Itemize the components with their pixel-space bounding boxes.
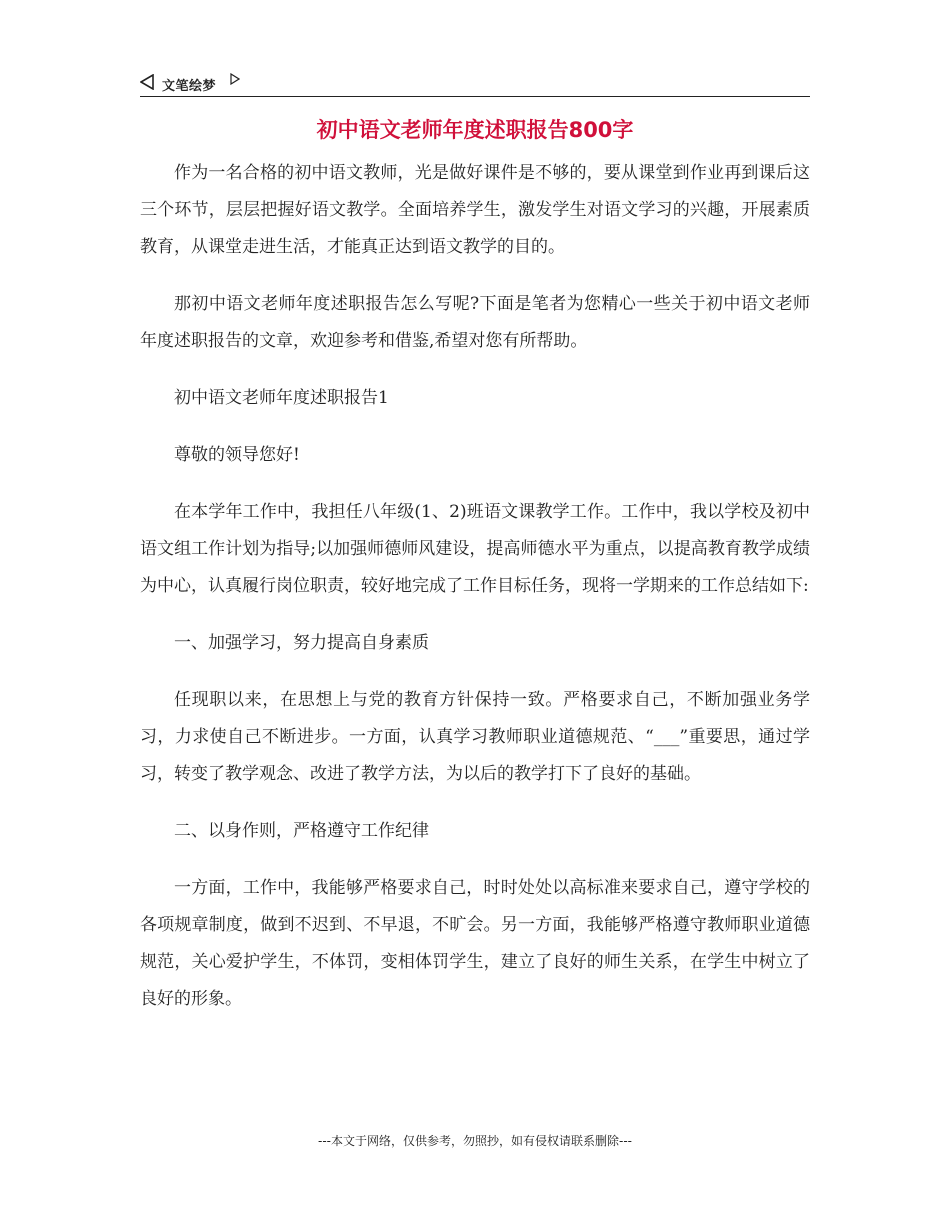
salutation: 尊敬的领导您好! [174, 445, 300, 465]
section-heading: 二、以身作则，严格遵守工作纪律 [174, 821, 429, 841]
document-title: 初中语文老师年度述职报告800字 [316, 118, 634, 142]
page-header [140, 70, 810, 97]
paragraph: 那初中语文老师年度述职报告怎么写呢?下面是笔者为您精心一些关于初中语文老师年度述职报告的文章，欢迎参考和借鉴,希望对您有所帮助。 [140, 294, 810, 351]
triangle-right-icon [230, 73, 240, 85]
paragraph: 一方面，工作中，我能够严格要求自己，时时处处以高标准来要求自己，遵守学校的各项规章制度，做到不迟到、不早退，不旷会。另一方面，我能够严格遵守教师职业道德规范，关心爱护学生，不体罚，变相体罚学生，建立了良好的师生关系，在学生中树立了良好的形象。 [140, 878, 810, 1009]
triangle-left-icon [140, 74, 154, 90]
paragraph: 任现职以来，在思想上与党的教育方针保持一致。严格要求自己，不断加强业务学习，力求使自己不断进步。一方面，认真学习教师职业道德规范、“___”重要思，通过学习，转变了教学观念、改进了教学方法，为以后的教学打下了良好的基础。 [140, 690, 810, 784]
section-heading: 一、加强学习，努力提高自身素质 [174, 633, 429, 653]
brand-name: 文笔绘梦 [162, 79, 217, 94]
paragraph: 在本学年工作中，我担任八年级(1、2)班语文课教学工作。工作中，我以学校及初中语文组工作计划为指导;以加强师德师风建设，提高师德水平为重点，以提高教育教学成绩为中心，认真履行岗位职责，较好地完成了工作目标任务，现将一学期来的工作总结如下: [140, 502, 810, 596]
section-heading: 初中语文老师年度述职报告1 [174, 388, 389, 408]
paragraph: 作为一名合格的初中语文教师，光是做好课件是不够的，要从课堂到作业再到课后这三个环节，层层把握好语文教学。全面培养学生，激发学生对语文学习的兴趣，开展素质教育，从课堂走进生活，才能真正达到语文教学的目的。 [140, 163, 810, 257]
page-footer: ---本文于网络，仅供参考，勿照抄，如有侵权请联系删除--- [318, 1134, 632, 1148]
document-body [140, 155, 810, 1038]
